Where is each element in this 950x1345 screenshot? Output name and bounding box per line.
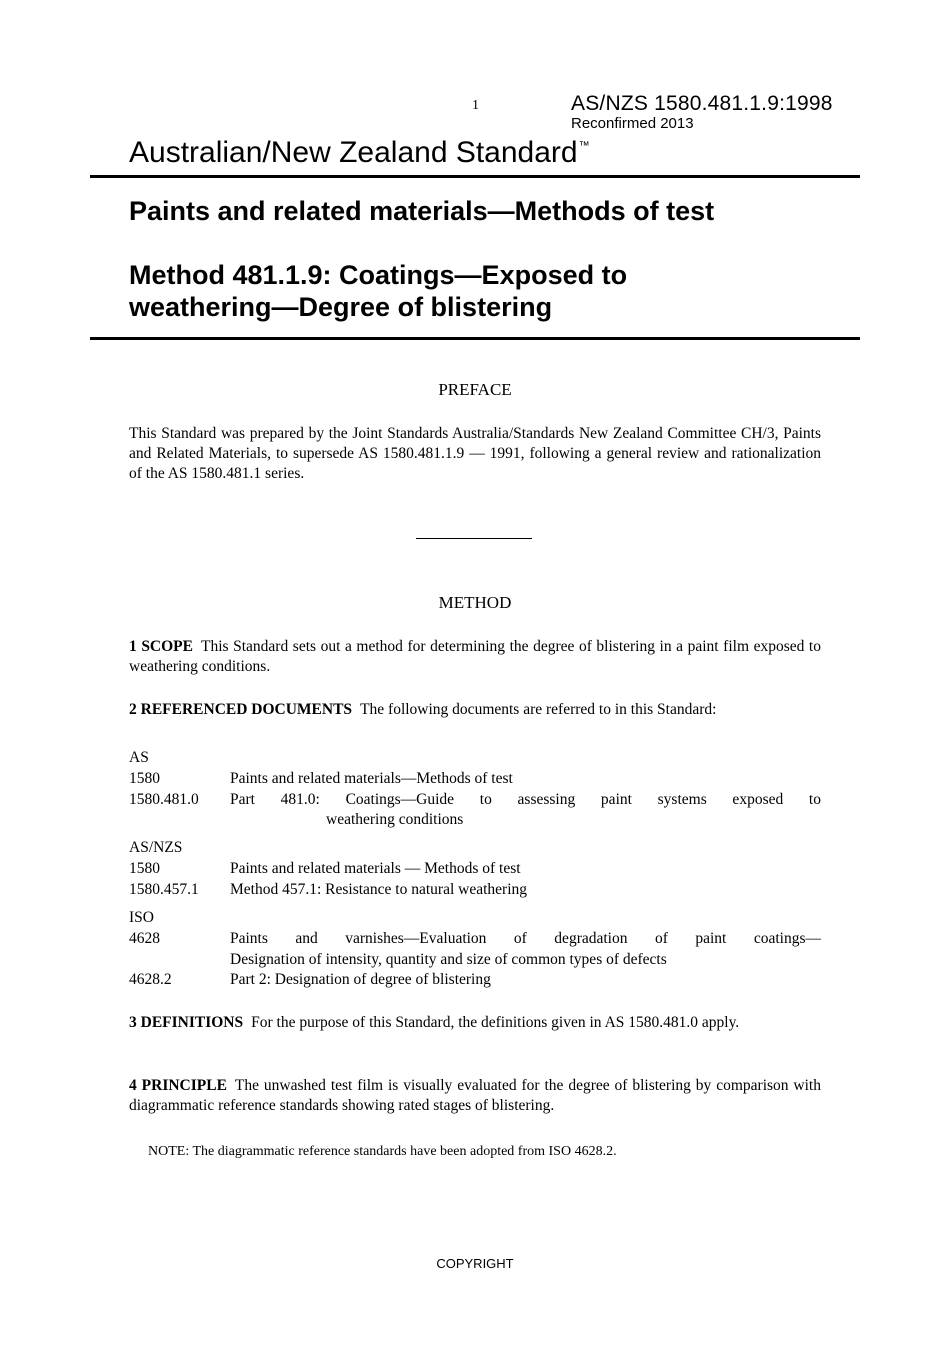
clause-text: The following documents are referred to in this Standard: — [360, 701, 717, 718]
series-name: Australian/New Zealand Standard — [129, 136, 578, 169]
clause-text: For the purpose of this Standard, the definitions given in AS 1580.481.0 apply. — [251, 1014, 740, 1031]
ref-title: Part 2: Designation of degree of blistering — [230, 971, 491, 988]
ref-title: Method 457.1: Resistance to natural weathering — [230, 881, 528, 898]
ref-group-as: AS — [129, 749, 149, 766]
clause-text: This Standard sets out a method for determining the degree of blistering in a paint film exposed to weathering conditions. — [129, 638, 821, 675]
clause-definitions — [129, 1013, 821, 1033]
method-title — [129, 259, 829, 323]
ref-number: 1580.481.0 — [129, 791, 199, 808]
method-title-line-1: Method 481.1.9: Coatings—Exposed to — [129, 260, 628, 290]
clause-label: 4 PRINCIPLE — [129, 1077, 227, 1094]
ref-title: Paints and related materials—Methods of test — [230, 770, 513, 787]
top-rule — [90, 175, 860, 178]
document-title: Paints and related materials—Methods of test — [129, 196, 715, 226]
note-text: NOTE: The diagrammatic reference standards have been adopted from ISO 4628.2. — [148, 1144, 617, 1159]
standard-code: AS/NZS 1580.481.1.9:1998 — [571, 92, 833, 115]
method-title-line-2: weathering—Degree of blistering — [129, 292, 553, 322]
ref-title: Part 481.0: Coatings—Guide to assessing paint systems exposed to — [230, 791, 821, 808]
copyright-footer: COPYRIGHT — [436, 1256, 514, 1271]
ref-number: 1580 — [129, 770, 160, 787]
clause-label: 3 DEFINITIONS — [129, 1014, 244, 1031]
clause-scope — [129, 637, 821, 677]
ref-number: 1580 — [129, 860, 160, 877]
ref-number: 4628 — [129, 930, 160, 947]
bottom-rule — [90, 337, 860, 340]
section-divider — [416, 538, 532, 539]
clause-referenced-documents — [129, 700, 821, 720]
preface-text: This Standard was prepared by the Joint Standards Australia/Standards New Zealand Committee CH/3, Paints and Related Materials, to supersede AS 1580.481.1.9 — 1991, following a general review and rationalization of the AS 1580.481.1 series. — [129, 425, 821, 482]
clause-text: The unwashed test film is visually evaluated for the degree of blistering by comparison with diagrammatic reference standards showing rated stages of blistering. — [129, 1077, 821, 1114]
standard-series-title — [129, 136, 590, 170]
ref-group-as-nzs: AS/NZS — [129, 839, 183, 856]
trademark-symbol: ™ — [578, 140, 590, 152]
ref-group-iso: ISO — [129, 909, 154, 926]
ref-title: Paints and varnishes—Evaluation of degradation of paint coatings— — [230, 930, 821, 947]
ref-title: Paints and related materials — Methods of test — [230, 860, 521, 877]
preface-heading: PREFACE — [438, 380, 512, 399]
ref-number: 4628.2 — [129, 971, 172, 988]
ref-title-continued: Designation of intensity, quantity and size of common types of defects — [230, 951, 667, 968]
ref-title-continued: weathering conditions — [326, 811, 464, 828]
clause-principle — [129, 1076, 821, 1116]
ref-number: 1580.457.1 — [129, 881, 199, 898]
clause-label: 1 SCOPE — [129, 638, 193, 655]
page-number: 1 — [472, 98, 479, 113]
clause-label: 2 REFERENCED DOCUMENTS — [129, 701, 353, 718]
method-heading: METHOD — [438, 593, 512, 612]
reconfirmed-note: Reconfirmed 2013 — [571, 115, 694, 132]
